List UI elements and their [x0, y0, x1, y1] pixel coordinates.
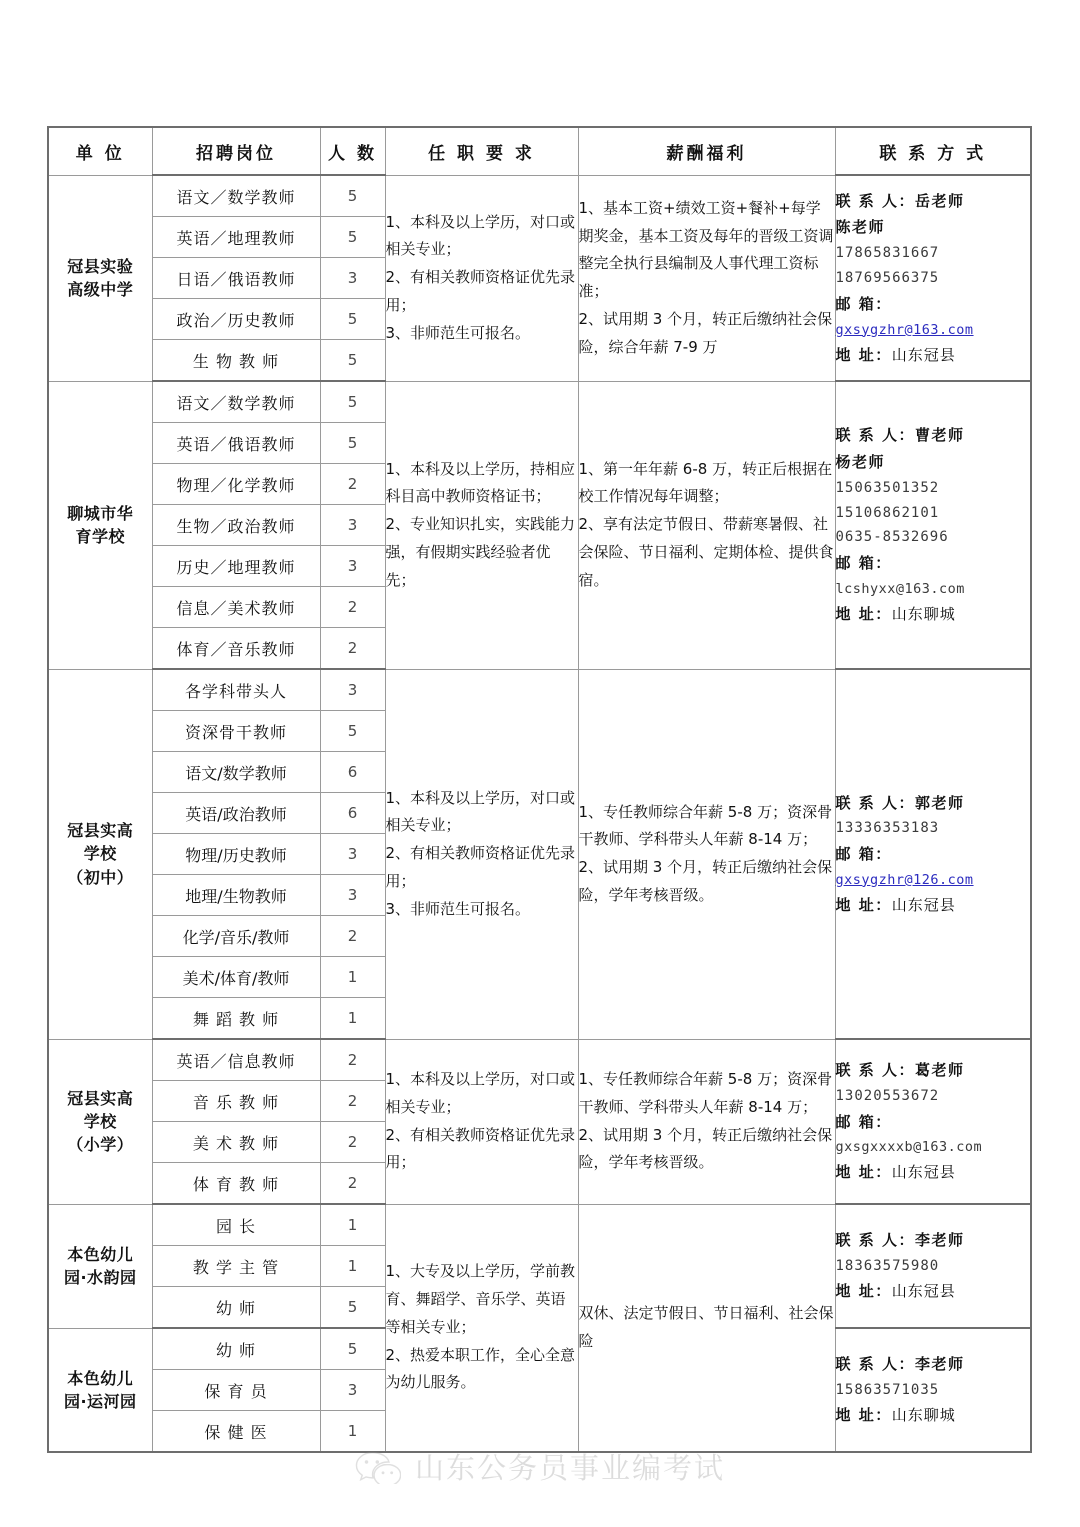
cell-headcount: 3 [320, 505, 385, 546]
contact-person-label: 联 系 人： [835, 191, 915, 210]
wechat-icon [355, 1450, 401, 1484]
cell-headcount: 2 [320, 1081, 385, 1122]
contact-address-value: 山东聊城 [891, 1406, 956, 1425]
contact-phone[interactable]: 18769566375 [835, 269, 940, 286]
table-row [48, 1204, 1031, 1246]
cell-requirements: 1、本科及以上学历，持相应科目高中教师资格证书； 2、专业知识扎实，实践能力强，有假期实践经验者优先； [385, 381, 578, 669]
contact-address-value: 山东冠县 [891, 895, 956, 914]
table-row [48, 669, 1031, 711]
cell-headcount: 2 [320, 1039, 385, 1081]
contact-person-name: 李老师 [914, 1230, 965, 1249]
cell-position: 化学/音乐/教师 [152, 916, 320, 957]
cell-position: 英语/政治教师 [152, 793, 320, 834]
cell-headcount: 5 [320, 299, 385, 340]
contact-address [836, 1159, 1031, 1186]
cell-position: 音 乐 教 师 [152, 1081, 320, 1122]
contact-email[interactable]: gxsygzhr@126.com [835, 871, 974, 888]
cell-position: 体 育 教 师 [152, 1163, 320, 1205]
cell-headcount: 5 [320, 711, 385, 752]
contact-person [836, 188, 1031, 215]
table-row [48, 1039, 1031, 1081]
cell-headcount: 3 [320, 258, 385, 299]
cell-position: 生 物 教 师 [152, 340, 320, 382]
contact-address-label: 地 址： [835, 605, 892, 624]
cell-position: 信息／美术教师 [152, 587, 320, 628]
contact-phone[interactable]: 13020553672 [835, 1087, 940, 1104]
cell-position: 美 术 教 师 [152, 1122, 320, 1163]
cell-contact [835, 669, 1031, 1039]
cell-benefits: 1、专任教师综合年薪 5-8 万；资深骨干教师、学科带头人年薪 8-14 万； 2、试用期 3 个月，转正后缴纳社会保险，学年考核晋级。 [578, 669, 835, 1039]
contact-phone[interactable]: 15063501352 [835, 479, 940, 496]
contact-person-label: 联 系 人： [835, 1354, 915, 1373]
contact-phone[interactable]: 18363575980 [835, 1257, 940, 1274]
contact-address-label: 地 址： [835, 345, 892, 364]
cell-headcount: 1 [320, 957, 385, 998]
cell-benefits: 1、专任教师综合年薪 5-8 万；资深骨干教师、学科带头人年薪 8-14 万； 2、试用期 3 个月，转正后缴纳社会保险，学年考核晋级。 [578, 1039, 835, 1204]
contact-person-name: 郭老师 [914, 793, 965, 812]
contact-address-label: 地 址： [835, 1282, 892, 1301]
cell-position: 生物／政治教师 [152, 505, 320, 546]
contact-person-name: 曹老师 [914, 426, 965, 445]
contact-person [836, 422, 1031, 449]
contact-address-label: 地 址： [835, 895, 892, 914]
cell-headcount: 5 [320, 217, 385, 258]
cell-unit-name: 冠县实验 高级中学 [48, 175, 152, 381]
contact-person [836, 1351, 1031, 1378]
contact-person-name: 李老师 [914, 1354, 965, 1373]
contact-address [836, 601, 1031, 628]
contact-address-value: 山东冠县 [891, 1163, 956, 1182]
cell-benefits: 1、基本工资+绩效工资+餐补+每学期奖金，基本工资及每年的晋级工资调整完全执行县编制及人事代理工资标准； 2、试用期 3 个月，转正后缴纳社会保险，综合年薪 7-9 万 [578, 175, 835, 381]
contact-person-label: 联 系 人： [835, 1230, 915, 1249]
column-header-contact: 联 系 方 式 [835, 127, 1031, 175]
cell-contact [835, 175, 1031, 381]
cell-headcount: 3 [320, 875, 385, 916]
table-body [48, 175, 1031, 1452]
contact-phone[interactable]: 0635-8532696 [835, 529, 949, 546]
contact-address-value: 山东聊城 [891, 605, 956, 624]
contact-phone[interactable]: 15863571035 [835, 1381, 940, 1398]
contact-address-label: 地 址： [835, 1406, 892, 1425]
cell-contact [835, 1204, 1031, 1328]
cell-headcount: 5 [320, 340, 385, 382]
contact-person-label: 联 系 人： [835, 793, 915, 812]
contact-person-name-2: 陈老师 [835, 218, 886, 237]
cell-headcount: 5 [320, 1287, 385, 1329]
contact-email[interactable]: lcshyxx@163.com [835, 581, 965, 598]
cell-position: 语文／数学教师 [152, 381, 320, 423]
contact-email-label: 邮 箱： [835, 1112, 892, 1131]
cell-position: 政治／历史教师 [152, 299, 320, 340]
cell-headcount: 2 [320, 628, 385, 670]
cell-requirements: 1、本科及以上学历，对口或相关专业； 2、有相关教师资格证优先录用； 3、非师范生可报名。 [385, 175, 578, 381]
cell-headcount: 1 [320, 998, 385, 1040]
recruitment-table [47, 126, 1032, 1453]
contact-email-label: 邮 箱： [835, 554, 892, 573]
cell-unit-name: 冠县实高 学校 （小学） [48, 1039, 152, 1204]
cell-position: 地理/生物教师 [152, 875, 320, 916]
recruitment-table-wrapper [47, 126, 1032, 1453]
column-header-unit: 单 位 [48, 127, 152, 175]
cell-benefits: 1、第一年年薪 6-8 万，转正后根据在校工作情况每年调整； 2、享有法定节假日、带薪寒暑假、社会保险、节日福利、定期体检、提供食宿。 [578, 381, 835, 669]
cell-requirements: 1、大专及以上学历，学前教育、舞蹈学、音乐学、英语等相关专业； 2、热爱本职工作，全心全意为幼儿服务。 [385, 1204, 578, 1452]
cell-benefits: 双休、法定节假日、节日福利、社会保险 [578, 1204, 835, 1452]
cell-headcount: 1 [320, 1411, 385, 1453]
contact-person-label: 联 系 人： [835, 1061, 915, 1079]
column-header-requirement: 任 职 要 求 [385, 127, 578, 175]
cell-position: 资深骨干教师 [152, 711, 320, 752]
footer-text: 山东公务员事业编考试 [414, 1451, 725, 1485]
cell-contact [835, 1039, 1031, 1204]
table-header [48, 127, 1031, 175]
cell-position: 保 健 医 [152, 1411, 320, 1453]
cell-headcount: 5 [320, 175, 385, 217]
cell-headcount: 2 [320, 1122, 385, 1163]
cell-position: 体育／音乐教师 [152, 628, 320, 670]
contact-person-label: 联 系 人： [835, 426, 915, 445]
cell-headcount: 5 [320, 381, 385, 423]
contact-phone[interactable]: 13336353183 [835, 820, 940, 837]
table-row [48, 381, 1031, 423]
cell-position: 英语／俄语教师 [152, 423, 320, 464]
cell-position: 英语／信息教师 [152, 1039, 320, 1081]
cell-headcount: 5 [320, 1328, 385, 1370]
contact-person [836, 1227, 1031, 1254]
contact-email-label: 邮 箱： [835, 845, 892, 864]
contact-address [836, 342, 1031, 369]
cell-position: 物理／化学教师 [152, 464, 320, 505]
cell-position: 语文/数学教师 [152, 752, 320, 793]
contact-phone[interactable]: 17865831667 [835, 245, 940, 262]
cell-headcount: 2 [320, 587, 385, 628]
cell-headcount: 5 [320, 423, 385, 464]
column-header-benefits: 薪酬福利 [578, 127, 835, 175]
cell-position: 舞 蹈 教 师 [152, 998, 320, 1040]
column-header-position: 招聘岗位 [152, 127, 320, 175]
cell-position: 保 育 员 [152, 1370, 320, 1411]
footer-watermark [0, 1446, 1080, 1487]
contact-address-value: 山东冠县 [891, 345, 956, 364]
column-header-headcount: 人 数 [320, 127, 385, 175]
cell-requirements: 1、本科及以上学历，对口或相关专业； 2、有相关教师资格证优先录用； [385, 1039, 578, 1204]
contact-email-label: 邮 箱： [835, 294, 892, 313]
contact-person [836, 1057, 1031, 1084]
contact-person [836, 790, 1031, 817]
cell-position: 语文／数学教师 [152, 175, 320, 217]
cell-requirements: 1、本科及以上学历，对口或相关专业； 2、有相关教师资格证优先录用； 3、非师范生可报名。 [385, 669, 578, 1039]
cell-position: 幼 师 [152, 1287, 320, 1329]
contact-address [836, 1278, 1031, 1305]
cell-position: 物理/历史教师 [152, 834, 320, 875]
cell-headcount: 3 [320, 1370, 385, 1411]
cell-headcount: 1 [320, 1204, 385, 1246]
contact-email[interactable]: gxsgxxxxb@163.com [835, 1139, 983, 1156]
cell-position: 英语／地理教师 [152, 217, 320, 258]
contact-address-label: 地 址： [835, 1163, 892, 1182]
contact-address-value: 山东冠县 [891, 1282, 956, 1301]
cell-headcount: 6 [320, 793, 385, 834]
cell-unit-name: 聊城市华 育学校 [48, 381, 152, 669]
contact-email[interactable]: gxsygzhr@163.com [835, 321, 974, 338]
cell-headcount: 2 [320, 464, 385, 505]
cell-headcount: 3 [320, 669, 385, 711]
cell-position: 各学科带头人 [152, 669, 320, 711]
contact-address [836, 1402, 1031, 1429]
cell-position: 幼 师 [152, 1328, 320, 1370]
cell-contact [835, 381, 1031, 669]
contact-address [836, 892, 1031, 919]
contact-person-name-2: 杨老师 [835, 452, 886, 471]
cell-unit-name: 本色幼儿 园·运河园 [48, 1328, 152, 1452]
cell-position: 历史／地理教师 [152, 546, 320, 587]
cell-headcount: 3 [320, 546, 385, 587]
contact-phone[interactable]: 15106862101 [835, 504, 940, 521]
cell-headcount: 1 [320, 1246, 385, 1287]
table-row [48, 175, 1031, 217]
cell-headcount: 6 [320, 752, 385, 793]
cell-contact [835, 1328, 1031, 1452]
cell-headcount: 3 [320, 834, 385, 875]
cell-position: 日语／俄语教师 [152, 258, 320, 299]
cell-unit-name: 冠县实高 学校 （初中） [48, 669, 152, 1039]
cell-unit-name: 本色幼儿 园·水韵园 [48, 1204, 152, 1328]
contact-person-name: 岳老师 [914, 191, 965, 210]
cell-headcount: 2 [320, 1163, 385, 1205]
cell-position: 教 学 主 管 [152, 1246, 320, 1287]
cell-position: 园 长 [152, 1204, 320, 1246]
cell-headcount: 2 [320, 916, 385, 957]
header-row [48, 127, 1031, 175]
contact-person-name: 葛老师 [914, 1061, 965, 1079]
cell-position: 美术/体育/教师 [152, 957, 320, 998]
